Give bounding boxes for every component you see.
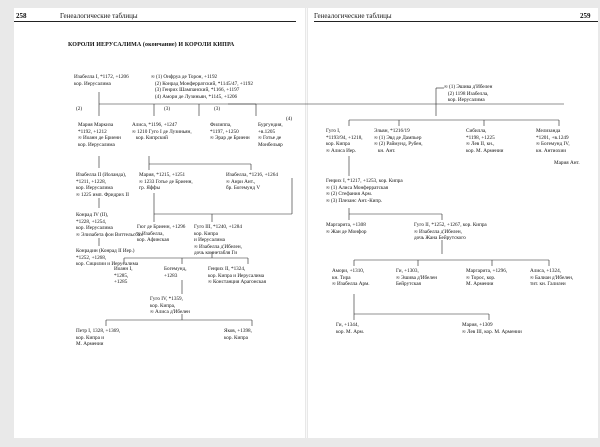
node-line: Эльвн, *1216/19 — [374, 128, 410, 134]
node-line: ∞ (3) Плезанс Ант.-Кипр. — [326, 197, 383, 204]
node-line: Сибилла, — [466, 128, 487, 134]
node-line: *1228, +1254, — [76, 218, 107, 225]
node-line: +в.1205 — [258, 128, 276, 135]
node-line: Амори, +1310, — [332, 268, 365, 274]
node-hugo-1-cyprus — [326, 128, 363, 154]
node-line: (2) 1198 Изабелла, — [444, 90, 489, 97]
node-gi — [396, 268, 437, 288]
node-line: *1192, +1212 — [78, 128, 107, 135]
node-philippa — [210, 122, 250, 142]
node-line: Генрих I, *1217, +1253, кор. Кипра — [326, 178, 403, 184]
node-line: Генрих II, *1324, — [208, 266, 246, 272]
node-line: и Иерусалима — [194, 237, 225, 244]
left-running-head: Генеалогические таблицы — [60, 12, 138, 20]
node-line: кн. Тира — [332, 274, 351, 281]
node-conrad-4 — [76, 212, 143, 238]
node-line: *1211, +1228, — [76, 178, 106, 185]
node-line: ∞ Торос, кор. — [466, 274, 496, 281]
node-line: ∞ Иоанн де Бриенн — [78, 135, 121, 142]
node-line: ∞ Лев II, кн., — [466, 141, 495, 148]
node-line: Конрадин (Конрад II Иер.) — [76, 248, 135, 254]
node-hugo-4 — [150, 296, 190, 316]
node-line: ∞ Жан де Монфор — [326, 228, 367, 235]
node-line: (4) — [286, 116, 293, 122]
node-line: Гюг де Бриенн, +1296 — [137, 224, 186, 230]
node-line: Бейрутская — [396, 281, 421, 288]
table-title: КОРОЛИ ИЕРУСАЛИМА (окончание) И КОРОЛИ КИПРА — [68, 42, 235, 48]
node-line: ∞ Лев III, кор. М. Армении — [462, 328, 522, 335]
node-line: Бургундия, — [258, 122, 283, 128]
node-line: (4) Амори де Лузиньян, *1145, +1206 — [151, 93, 238, 100]
node-line: кор. Кипра — [326, 141, 350, 148]
node-henry-1-cyprus — [326, 178, 403, 204]
node-line: тит. кн. Галилеи — [530, 281, 566, 288]
node-line: *1198, +1225 — [466, 134, 495, 141]
node-line: гр. Яффы — [139, 185, 160, 192]
node-line: Иоанн I, — [114, 266, 133, 272]
node-line: кн. Антиохии — [536, 147, 567, 154]
node-line: ∞ Готье де — [258, 135, 282, 142]
node-line: кор. Иерусалима — [444, 97, 485, 104]
node-line: Мария Ант. — [554, 160, 580, 166]
marriage-index-4 — [286, 116, 292, 123]
node-line: Маргарита, +1308 — [326, 222, 366, 228]
node-line: кор. Афинская — [137, 237, 169, 244]
right-running-head: Генеалогические таблицы — [314, 12, 392, 20]
node-alice-2 — [530, 268, 573, 288]
node-gi-2 — [336, 322, 364, 335]
node-line: Изабелла I, *1172, +1206 — [74, 74, 129, 80]
node-line: ∞ Алиса д'Ибелен — [150, 309, 190, 316]
node-line: Алиса, *1196, +1247 — [132, 122, 178, 128]
node-line: ∞ Изабелла д'Ибелен, — [194, 243, 242, 250]
node-line: кор. Кипра, — [150, 302, 176, 309]
node-line: Ги, +1344, — [336, 322, 359, 328]
node-line: ∞ 1210 Гуго I де Лузиньян, — [132, 128, 192, 135]
node-line: Монбельяр — [258, 141, 283, 148]
node-henry-2 — [208, 266, 266, 286]
node-line: кор. М. Арм. — [336, 328, 365, 335]
node-isabella-3 — [226, 172, 278, 192]
node-line: (2) Конрад Монферратский, *1145/47, +1192 — [151, 80, 253, 87]
node-maria-2 — [139, 172, 193, 192]
node-hugo-brienne — [137, 224, 185, 244]
node-line: ∞ Изабелла д'Ибелен, — [414, 228, 462, 235]
node-line: кор. М. Армении — [466, 147, 504, 154]
node-line: Изабелла II (Иоланда), — [76, 172, 127, 178]
node-jacob — [224, 328, 252, 341]
node-line: *1201, +в.1249 — [536, 134, 569, 141]
node-line: *1285, — [114, 272, 129, 279]
node-ioann-1 — [114, 266, 133, 286]
node-line: Мелизанда — [536, 128, 561, 134]
book-spread — [14, 8, 598, 438]
node-line: кор. Сицилии и Иерусалима — [76, 261, 139, 268]
node-line: Мария, +1309 — [462, 322, 493, 328]
node-sibylla — [466, 128, 503, 154]
node-line: ∞ Констанция Арагонская — [208, 279, 266, 286]
node-line: ∞ Балиан д'Ибелен, — [530, 274, 574, 281]
node-line: кор. Кипрский — [132, 135, 168, 142]
node-line: ∞ (2) Раймунд, Рубен, — [374, 141, 423, 148]
node-line: Гуго II, *1252, +1267, кор. Кипра — [414, 222, 487, 228]
left-page-number: 258 — [16, 12, 27, 20]
marriage-index-2 — [76, 106, 82, 113]
node-line: *1252, +1268, — [76, 254, 107, 261]
node-line: Изабелла, *1216, +1264 — [226, 172, 278, 178]
node-line: +1283 — [164, 272, 178, 279]
node-line: ∞ (1) Эшива д'Ибелен — [444, 84, 493, 90]
node-hugo-3 — [194, 224, 242, 257]
node-line: кор. Кипра — [194, 230, 218, 237]
node-line: кн. Ант. — [374, 147, 396, 154]
node-melisende — [536, 128, 570, 154]
node-right-marriages — [444, 84, 492, 104]
node-line: кор. Кипра — [224, 334, 248, 341]
node-maria-markiza — [78, 122, 121, 148]
node-bohemond — [164, 266, 187, 279]
node-line: Конрад IV (II), — [76, 212, 109, 218]
node-alice — [132, 122, 192, 142]
node-line: Петр I, 1328, +1369, — [76, 328, 121, 334]
node-conradin — [76, 248, 138, 268]
node-line: ∞ Анри Ант., — [226, 178, 256, 185]
node-line: Гуго I, — [326, 128, 341, 134]
node-amory — [332, 268, 370, 288]
node-hugo-2-cyprus — [414, 222, 487, 242]
node-line: +1285 — [114, 279, 128, 286]
node-line: (3) — [164, 106, 171, 112]
node-line: ∞ Эрар де Бриенн — [210, 135, 250, 142]
node-line: кор. Кипра и Иерусалима — [208, 272, 265, 279]
node-maria-ant — [554, 160, 580, 167]
node-line: дочь Жана Бейрутского — [414, 235, 466, 242]
node-line: Гуго III, *1240, +1284 — [194, 224, 242, 230]
node-line: ∞ Богемунд IV, — [536, 141, 570, 148]
node-elvin — [374, 128, 423, 154]
node-line: *1197, +1250 — [210, 128, 239, 135]
node-line: кор. Иерусалима — [78, 141, 115, 148]
node-line: ∞ (2) Стефания Арм. — [326, 191, 373, 198]
node-line: кор. Иерусалима — [76, 225, 113, 232]
node-margarita — [326, 222, 367, 235]
node-line: ∞ Эшива д'Ибелен — [396, 274, 438, 281]
node-line: М. Армении — [466, 281, 494, 288]
marriage-index-3b — [214, 106, 220, 113]
node-line: ∞ 1233 Готье де Бриенн, — [139, 178, 193, 185]
node-line: бр. Богемунд V — [226, 185, 261, 192]
node-margarita-2 — [466, 268, 507, 288]
node-line: ∞ Алиса Иер. — [326, 147, 357, 154]
node-isabella-1-husbands — [151, 74, 253, 100]
node-line: Маргарита, +1296, — [466, 268, 508, 274]
node-line: М. Армении — [76, 341, 104, 348]
node-isabella-2 — [76, 172, 129, 198]
node-line: ∞ 1225 имп. Фридрих II — [76, 191, 129, 198]
node-line: кор. Иерусалима — [76, 185, 113, 192]
node-line: ∞ Изабелла Арм. — [332, 281, 370, 288]
node-line: *1193/94, +1218, — [326, 134, 363, 141]
node-line: Гуго IV, *1359, — [150, 296, 183, 302]
node-line: кор. Иерусалима — [74, 80, 111, 87]
node-line: (3) — [214, 106, 221, 112]
node-line: ∞ Элизабета фон Виттельсбах — [76, 231, 143, 238]
node-line: Филиппа, — [210, 122, 232, 128]
node-peter-1 — [76, 328, 120, 348]
right-page-number: 259 — [580, 12, 591, 20]
node-line: дочь коннетабля Ги — [194, 250, 238, 257]
node-maria-3 — [462, 322, 522, 335]
node-line: Мария, *1215, +1251 — [139, 172, 186, 178]
node-line: Ги, +1303, — [396, 268, 419, 274]
node-line: (2) — [76, 106, 83, 112]
marriage-index-3 — [164, 106, 170, 113]
node-line: (3) Генрих Шампанский, *1166, +1197 — [151, 87, 240, 94]
node-line: кор. Кипра и — [76, 334, 105, 341]
node-line: Яков, +1398, — [224, 328, 252, 334]
node-line: ∞ Изабелла, — [137, 230, 164, 237]
node-isabella-1 — [74, 74, 129, 87]
node-burgundia — [258, 122, 283, 148]
node-line: ∞ (1) Эвд де Дампьер — [374, 134, 422, 141]
node-line: Мария Маркиза — [78, 122, 114, 128]
node-line: ∞ (1) Онфруа де Торон, +1192 — [151, 74, 218, 80]
node-line: Алиса, +1324, — [530, 268, 561, 274]
node-line: Богемунд, — [164, 266, 187, 272]
node-line: ∞ (1) Алиса Монферратская — [326, 184, 389, 191]
